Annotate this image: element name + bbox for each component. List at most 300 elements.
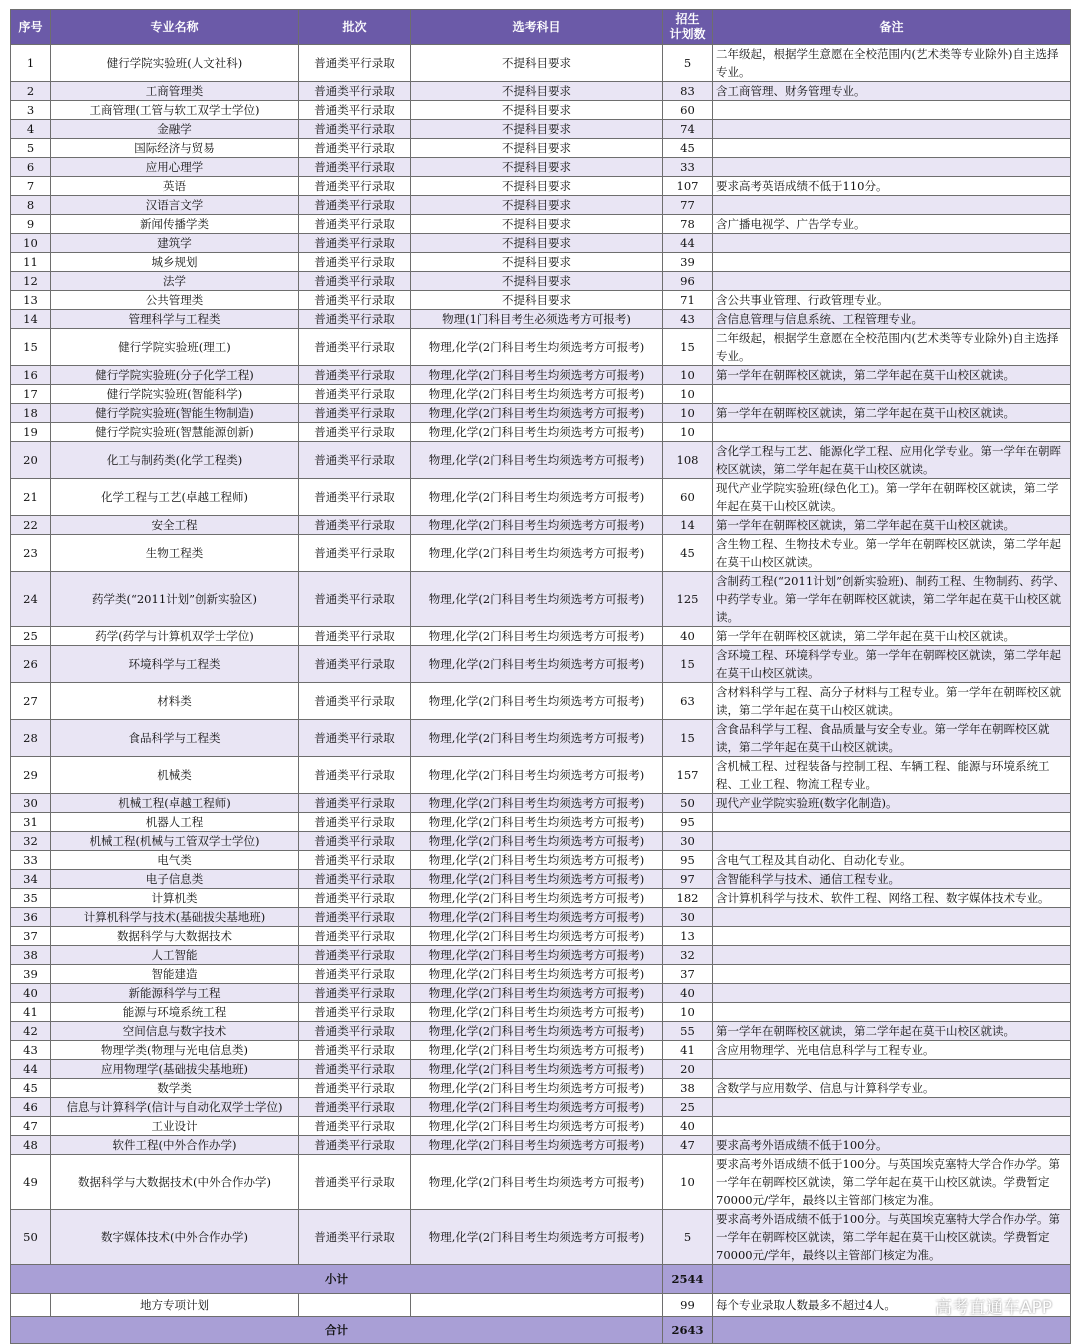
table-row bbox=[11, 572, 1071, 627]
row-plan-count: 15 bbox=[663, 720, 713, 757]
table-row bbox=[11, 1136, 1071, 1155]
row-remark: 现代产业学院实验班(绿色化工)。第一学年在朝晖校区就读，第二学年起在莫干山校区就读。 bbox=[713, 479, 1071, 516]
row-subjects: 物理,化学(2门科目考生均须选考方可报考) bbox=[411, 927, 663, 946]
table-row bbox=[11, 139, 1071, 158]
row-plan-count: 5 bbox=[663, 1210, 713, 1265]
row-remark: 含智能科学与技术、通信工程专业。 bbox=[713, 870, 1071, 889]
row-remark: 第一学年在朝晖校区就读，第二学年起在莫干山校区就读。 bbox=[713, 516, 1071, 535]
row-batch: 普通类平行录取 bbox=[299, 1022, 411, 1041]
row-remark: 要求高考英语成绩不低于110分。 bbox=[713, 177, 1071, 196]
table-row bbox=[11, 927, 1071, 946]
row-plan-count: 15 bbox=[663, 329, 713, 366]
row-major: 数据科学与大数据技术 bbox=[51, 927, 299, 946]
row-batch: 普通类平行录取 bbox=[299, 45, 411, 82]
row-major: 英语 bbox=[51, 177, 299, 196]
row-batch: 普通类平行录取 bbox=[299, 870, 411, 889]
row-batch: 普通类平行录取 bbox=[299, 984, 411, 1003]
row-plan-count: 14 bbox=[663, 516, 713, 535]
row-remark bbox=[713, 927, 1071, 946]
row-index: 3 bbox=[11, 101, 51, 120]
row-major: 计算机类 bbox=[51, 889, 299, 908]
row-major: 信息与计算科学(信计与自动化双学士学位) bbox=[51, 1098, 299, 1117]
table-row bbox=[11, 1155, 1071, 1210]
table-row bbox=[11, 423, 1071, 442]
row-index: 43 bbox=[11, 1041, 51, 1060]
row-remark bbox=[713, 965, 1071, 984]
row-remark bbox=[713, 1060, 1071, 1079]
row-plan-count: 47 bbox=[663, 1136, 713, 1155]
row-subjects: 物理,化学(2门科目考生均须选考方可报考) bbox=[411, 572, 663, 627]
row-major: 电气类 bbox=[51, 851, 299, 870]
row-subjects: 不提科目要求 bbox=[411, 253, 663, 272]
row-batch: 普通类平行录取 bbox=[299, 851, 411, 870]
table-row bbox=[11, 479, 1071, 516]
row-index: 37 bbox=[11, 927, 51, 946]
row-plan-count: 107 bbox=[663, 177, 713, 196]
row-plan-count: 10 bbox=[663, 366, 713, 385]
table-row bbox=[11, 1117, 1071, 1136]
row-index: 11 bbox=[11, 253, 51, 272]
local-plan-value: 99 bbox=[663, 1294, 713, 1317]
row-batch: 普通类平行录取 bbox=[299, 1041, 411, 1060]
row-index: 27 bbox=[11, 683, 51, 720]
table-row bbox=[11, 158, 1071, 177]
row-index: 4 bbox=[11, 120, 51, 139]
row-index: 10 bbox=[11, 234, 51, 253]
row-plan-count: 45 bbox=[663, 139, 713, 158]
row-major: 生物工程类 bbox=[51, 535, 299, 572]
row-subjects: 不提科目要求 bbox=[411, 215, 663, 234]
row-major: 公共管理类 bbox=[51, 291, 299, 310]
row-batch: 普通类平行录取 bbox=[299, 646, 411, 683]
table-row bbox=[11, 627, 1071, 646]
row-major: 物理学类(物理与光电信息类) bbox=[51, 1041, 299, 1060]
table-row bbox=[11, 1210, 1071, 1265]
row-plan-count: 40 bbox=[663, 1117, 713, 1136]
row-subjects: 物理,化学(2门科目考生均须选考方可报考) bbox=[411, 813, 663, 832]
row-batch: 普通类平行录取 bbox=[299, 423, 411, 442]
row-index: 36 bbox=[11, 908, 51, 927]
row-index: 26 bbox=[11, 646, 51, 683]
local-plan-batch bbox=[299, 1294, 411, 1317]
row-plan-count: 63 bbox=[663, 683, 713, 720]
row-batch: 普通类平行录取 bbox=[299, 1060, 411, 1079]
local-plan-note: 每个专业录取人数最多不超过4人。 bbox=[713, 1294, 1071, 1317]
row-batch: 普通类平行录取 bbox=[299, 720, 411, 757]
header-batch: 批次 bbox=[299, 10, 411, 45]
row-major: 药学类(“2011计划”创新实验区) bbox=[51, 572, 299, 627]
row-major: 健行学院实验班(人文社科) bbox=[51, 45, 299, 82]
row-remark bbox=[713, 1117, 1071, 1136]
row-subjects: 物理,化学(2门科目考生均须选考方可报考) bbox=[411, 757, 663, 794]
row-subjects: 物理,化学(2门科目考生均须选考方可报考) bbox=[411, 535, 663, 572]
row-remark bbox=[713, 1003, 1071, 1022]
row-batch: 普通类平行录取 bbox=[299, 794, 411, 813]
table-row bbox=[11, 1060, 1071, 1079]
row-subjects: 不提科目要求 bbox=[411, 120, 663, 139]
row-major: 健行学院实验班(分子化学工程) bbox=[51, 366, 299, 385]
row-major: 健行学院实验班(智慧能源创新) bbox=[51, 423, 299, 442]
row-batch: 普通类平行录取 bbox=[299, 1079, 411, 1098]
row-index: 30 bbox=[11, 794, 51, 813]
row-subjects: 物理,化学(2门科目考生均须选考方可报考) bbox=[411, 385, 663, 404]
row-major: 法学 bbox=[51, 272, 299, 291]
row-major: 工业设计 bbox=[51, 1117, 299, 1136]
row-plan-count: 40 bbox=[663, 984, 713, 1003]
row-subjects: 物理,化学(2门科目考生均须选考方可报考) bbox=[411, 366, 663, 385]
local-plan-index bbox=[11, 1294, 51, 1317]
row-remark: 要求高考外语成绩不低于100分。 bbox=[713, 1136, 1071, 1155]
row-plan-count: 20 bbox=[663, 1060, 713, 1079]
row-plan-count: 40 bbox=[663, 627, 713, 646]
row-batch: 普通类平行录取 bbox=[299, 442, 411, 479]
row-major: 数学类 bbox=[51, 1079, 299, 1098]
row-plan-count: 78 bbox=[663, 215, 713, 234]
row-index: 6 bbox=[11, 158, 51, 177]
row-batch: 普通类平行录取 bbox=[299, 158, 411, 177]
row-remark: 含广播电视学、广告学专业。 bbox=[713, 215, 1071, 234]
row-index: 21 bbox=[11, 479, 51, 516]
row-index: 42 bbox=[11, 1022, 51, 1041]
row-remark bbox=[713, 1098, 1071, 1117]
row-index: 35 bbox=[11, 889, 51, 908]
row-batch: 普通类平行录取 bbox=[299, 1098, 411, 1117]
row-index: 34 bbox=[11, 870, 51, 889]
table-row bbox=[11, 234, 1071, 253]
row-remark: 含电气工程及其自动化、自动化专业。 bbox=[713, 851, 1071, 870]
row-subjects: 物理,化学(2门科目考生均须选考方可报考) bbox=[411, 720, 663, 757]
row-major: 健行学院实验班(智能科学) bbox=[51, 385, 299, 404]
row-plan-count: 97 bbox=[663, 870, 713, 889]
row-subjects: 物理,化学(2门科目考生均须选考方可报考) bbox=[411, 627, 663, 646]
row-batch: 普通类平行录取 bbox=[299, 757, 411, 794]
row-plan-count: 96 bbox=[663, 272, 713, 291]
row-remark: 第一学年在朝晖校区就读，第二学年起在莫干山校区就读。 bbox=[713, 1022, 1071, 1041]
table-row bbox=[11, 794, 1071, 813]
table-row bbox=[11, 404, 1071, 423]
row-batch: 普通类平行录取 bbox=[299, 120, 411, 139]
row-subjects: 不提科目要求 bbox=[411, 272, 663, 291]
row-remark: 含制药工程(“2011计划”创新实验班)、制药工程、生物制药、药学、中药学专业。第一学年在朝晖校区就读，第二学年起在莫干山校区就读。 bbox=[713, 572, 1071, 627]
row-major: 应用心理学 bbox=[51, 158, 299, 177]
row-subjects: 不提科目要求 bbox=[411, 101, 663, 120]
row-index: 2 bbox=[11, 82, 51, 101]
row-major: 药学(药学与计算机双学士学位) bbox=[51, 627, 299, 646]
row-subjects: 不提科目要求 bbox=[411, 291, 663, 310]
row-plan-count: 60 bbox=[663, 101, 713, 120]
row-index: 25 bbox=[11, 627, 51, 646]
table-header-row bbox=[11, 10, 1071, 45]
row-subjects: 不提科目要求 bbox=[411, 234, 663, 253]
row-remark: 二年级起，根据学生意愿在全校范围内(艺术类等专业除外)自主选择专业。 bbox=[713, 329, 1071, 366]
row-major: 机械类 bbox=[51, 757, 299, 794]
table-row bbox=[11, 946, 1071, 965]
row-remark bbox=[713, 423, 1071, 442]
row-plan-count: 10 bbox=[663, 385, 713, 404]
row-plan-count: 10 bbox=[663, 423, 713, 442]
table-row bbox=[11, 385, 1071, 404]
row-plan-count: 108 bbox=[663, 442, 713, 479]
row-remark: 含材料科学与工程、高分子材料与工程专业。第一学年在朝晖校区就读，第二学年起在莫干山校区就读。 bbox=[713, 683, 1071, 720]
row-major: 汉语言文学 bbox=[51, 196, 299, 215]
row-plan-count: 182 bbox=[663, 889, 713, 908]
row-batch: 普通类平行录取 bbox=[299, 572, 411, 627]
subtotal-remark bbox=[713, 1265, 1071, 1294]
row-major: 机械工程(机械与工管双学士学位) bbox=[51, 832, 299, 851]
row-subjects: 物理,化学(2门科目考生均须选考方可报考) bbox=[411, 794, 663, 813]
table-row bbox=[11, 272, 1071, 291]
row-remark bbox=[713, 196, 1071, 215]
subtotal-row bbox=[11, 1265, 1071, 1294]
header-subjects: 选考科目 bbox=[411, 10, 663, 45]
row-remark: 含应用物理学、光电信息科学与工程专业。 bbox=[713, 1041, 1071, 1060]
row-remark: 含机械工程、过程装备与控制工程、车辆工程、能源与环境系统工程、工业工程、物流工程专业。 bbox=[713, 757, 1071, 794]
row-major: 健行学院实验班(智能生物制造) bbox=[51, 404, 299, 423]
row-remark: 含食品科学与工程、食品质量与安全专业。第一学年在朝晖校区就读，第二学年起在莫干山校区就读。 bbox=[713, 720, 1071, 757]
row-index: 28 bbox=[11, 720, 51, 757]
row-plan-count: 41 bbox=[663, 1041, 713, 1060]
row-major: 材料类 bbox=[51, 683, 299, 720]
table-row bbox=[11, 889, 1071, 908]
row-batch: 普通类平行录取 bbox=[299, 479, 411, 516]
row-batch: 普通类平行录取 bbox=[299, 366, 411, 385]
row-index: 1 bbox=[11, 45, 51, 82]
row-remark bbox=[713, 272, 1071, 291]
table-row bbox=[11, 215, 1071, 234]
row-plan-count: 71 bbox=[663, 291, 713, 310]
row-index: 32 bbox=[11, 832, 51, 851]
row-subjects: 物理,化学(2门科目考生均须选考方可报考) bbox=[411, 1041, 663, 1060]
row-subjects: 物理,化学(2门科目考生均须选考方可报考) bbox=[411, 442, 663, 479]
table-row bbox=[11, 366, 1071, 385]
total-remark bbox=[713, 1317, 1071, 1344]
row-plan-count: 43 bbox=[663, 310, 713, 329]
row-remark: 含公共事业管理、行政管理专业。 bbox=[713, 291, 1071, 310]
enrollment-plan-table bbox=[10, 9, 1071, 1344]
row-plan-count: 37 bbox=[663, 965, 713, 984]
table-row bbox=[11, 813, 1071, 832]
row-remark bbox=[713, 158, 1071, 177]
row-major: 环境科学与工程类 bbox=[51, 646, 299, 683]
row-index: 13 bbox=[11, 291, 51, 310]
row-batch: 普通类平行录取 bbox=[299, 329, 411, 366]
row-subjects: 物理,化学(2门科目考生均须选考方可报考) bbox=[411, 832, 663, 851]
row-batch: 普通类平行录取 bbox=[299, 889, 411, 908]
table-row bbox=[11, 196, 1071, 215]
row-subjects: 物理,化学(2门科目考生均须选考方可报考) bbox=[411, 1210, 663, 1265]
row-subjects: 物理(1门科目考生必须选考方可报考) bbox=[411, 310, 663, 329]
row-major: 建筑学 bbox=[51, 234, 299, 253]
row-index: 40 bbox=[11, 984, 51, 1003]
header-major: 专业名称 bbox=[51, 10, 299, 45]
row-major: 化工与制药类(化学工程类) bbox=[51, 442, 299, 479]
row-batch: 普通类平行录取 bbox=[299, 1210, 411, 1265]
row-major: 机械工程(卓越工程师) bbox=[51, 794, 299, 813]
row-index: 5 bbox=[11, 139, 51, 158]
row-index: 49 bbox=[11, 1155, 51, 1210]
row-remark: 含计算机科学与技术、软件工程、网络工程、数字媒体技术专业。 bbox=[713, 889, 1071, 908]
row-remark: 第一学年在朝晖校区就读，第二学年起在莫干山校区就读。 bbox=[713, 404, 1071, 423]
row-major: 软件工程(中外合作办学) bbox=[51, 1136, 299, 1155]
row-index: 39 bbox=[11, 965, 51, 984]
table-row bbox=[11, 965, 1071, 984]
table-row bbox=[11, 1079, 1071, 1098]
row-major: 智能建造 bbox=[51, 965, 299, 984]
header-index: 序号 bbox=[11, 10, 51, 45]
row-plan-count: 10 bbox=[663, 1155, 713, 1210]
row-major: 新闻传播学类 bbox=[51, 215, 299, 234]
row-major: 工商管理类 bbox=[51, 82, 299, 101]
row-index: 19 bbox=[11, 423, 51, 442]
row-plan-count: 45 bbox=[663, 535, 713, 572]
row-major: 国际经济与贸易 bbox=[51, 139, 299, 158]
row-subjects: 物理,化学(2门科目考生均须选考方可报考) bbox=[411, 908, 663, 927]
row-index: 12 bbox=[11, 272, 51, 291]
row-major: 健行学院实验班(理工) bbox=[51, 329, 299, 366]
row-batch: 普通类平行录取 bbox=[299, 101, 411, 120]
table-row bbox=[11, 870, 1071, 889]
row-plan-count: 15 bbox=[663, 646, 713, 683]
row-batch: 普通类平行录取 bbox=[299, 310, 411, 329]
row-subjects: 不提科目要求 bbox=[411, 139, 663, 158]
table-row bbox=[11, 757, 1071, 794]
row-remark bbox=[713, 385, 1071, 404]
total-value: 2643 bbox=[663, 1317, 713, 1344]
row-batch: 普通类平行录取 bbox=[299, 535, 411, 572]
table-row bbox=[11, 535, 1071, 572]
table-row bbox=[11, 442, 1071, 479]
row-index: 38 bbox=[11, 946, 51, 965]
row-subjects: 物理,化学(2门科目考生均须选考方可报考) bbox=[411, 889, 663, 908]
row-batch: 普通类平行录取 bbox=[299, 1155, 411, 1210]
row-remark: 含环境工程、环境科学专业。第一学年在朝晖校区就读，第二学年起在莫干山校区就读。 bbox=[713, 646, 1071, 683]
table-row bbox=[11, 120, 1071, 139]
row-subjects: 物理,化学(2门科目考生均须选考方可报考) bbox=[411, 851, 663, 870]
row-batch: 普通类平行录取 bbox=[299, 965, 411, 984]
row-batch: 普通类平行录取 bbox=[299, 927, 411, 946]
row-plan-count: 5 bbox=[663, 45, 713, 82]
row-batch: 普通类平行录取 bbox=[299, 1117, 411, 1136]
row-major: 机器人工程 bbox=[51, 813, 299, 832]
row-remark: 二年级起，根据学生意愿在全校范围内(艺术类等专业除外)自主选择专业。 bbox=[713, 45, 1071, 82]
row-index: 48 bbox=[11, 1136, 51, 1155]
row-plan-count: 30 bbox=[663, 908, 713, 927]
row-major: 化学工程与工艺(卓越工程师) bbox=[51, 479, 299, 516]
table-row bbox=[11, 82, 1071, 101]
table-row bbox=[11, 310, 1071, 329]
row-subjects: 物理,化学(2门科目考生均须选考方可报考) bbox=[411, 1117, 663, 1136]
row-plan-count: 55 bbox=[663, 1022, 713, 1041]
row-batch: 普通类平行录取 bbox=[299, 404, 411, 423]
row-index: 20 bbox=[11, 442, 51, 479]
row-subjects: 物理,化学(2门科目考生均须选考方可报考) bbox=[411, 1003, 663, 1022]
row-subjects: 物理,化学(2门科目考生均须选考方可报考) bbox=[411, 516, 663, 535]
table-row bbox=[11, 1098, 1071, 1117]
table-row bbox=[11, 984, 1071, 1003]
row-batch: 普通类平行录取 bbox=[299, 82, 411, 101]
row-index: 8 bbox=[11, 196, 51, 215]
row-index: 46 bbox=[11, 1098, 51, 1117]
row-index: 41 bbox=[11, 1003, 51, 1022]
row-remark bbox=[713, 946, 1071, 965]
row-index: 23 bbox=[11, 535, 51, 572]
row-remark: 含生物工程、生物技术专业。第一学年在朝晖校区就读，第二学年起在莫干山校区就读。 bbox=[713, 535, 1071, 572]
row-plan-count: 77 bbox=[663, 196, 713, 215]
subtotal-value: 2544 bbox=[663, 1265, 713, 1294]
row-batch: 普通类平行录取 bbox=[299, 1136, 411, 1155]
row-subjects: 不提科目要求 bbox=[411, 82, 663, 101]
row-plan-count: 74 bbox=[663, 120, 713, 139]
row-plan-count: 95 bbox=[663, 851, 713, 870]
row-remark: 现代产业学院实验班(数字化制造)。 bbox=[713, 794, 1071, 813]
row-remark: 含信息管理与信息系统、工程管理专业。 bbox=[713, 310, 1071, 329]
row-plan-count: 32 bbox=[663, 946, 713, 965]
row-plan-count: 39 bbox=[663, 253, 713, 272]
row-plan-count: 125 bbox=[663, 572, 713, 627]
row-batch: 普通类平行录取 bbox=[299, 946, 411, 965]
row-subjects: 物理,化学(2门科目考生均须选考方可报考) bbox=[411, 965, 663, 984]
local-plan-row bbox=[11, 1294, 1071, 1317]
row-major: 人工智能 bbox=[51, 946, 299, 965]
row-subjects: 物理,化学(2门科目考生均须选考方可报考) bbox=[411, 646, 663, 683]
row-remark bbox=[713, 908, 1071, 927]
row-batch: 普通类平行录取 bbox=[299, 177, 411, 196]
row-index: 16 bbox=[11, 366, 51, 385]
table-row bbox=[11, 329, 1071, 366]
table-row bbox=[11, 516, 1071, 535]
row-batch: 普通类平行录取 bbox=[299, 908, 411, 927]
table-row bbox=[11, 1022, 1071, 1041]
subtotal-label: 小计 bbox=[11, 1265, 663, 1294]
row-major: 空间信息与数字技术 bbox=[51, 1022, 299, 1041]
row-plan-count: 30 bbox=[663, 832, 713, 851]
row-batch: 普通类平行录取 bbox=[299, 234, 411, 253]
row-remark: 第一学年在朝晖校区就读，第二学年起在莫干山校区就读。 bbox=[713, 366, 1071, 385]
row-remark bbox=[713, 120, 1071, 139]
row-remark bbox=[713, 832, 1071, 851]
table-row bbox=[11, 832, 1071, 851]
total-label: 合计 bbox=[11, 1317, 663, 1344]
row-remark: 含工商管理、财务管理专业。 bbox=[713, 82, 1071, 101]
row-remark: 要求高考外语成绩不低于100分。与英国埃克塞特大学合作办学。第一学年在朝晖校区就读，第二学年起在莫干山校区就读。学费暂定70000元/学年，最终以主管部门核定为准。 bbox=[713, 1210, 1071, 1265]
row-batch: 普通类平行录取 bbox=[299, 253, 411, 272]
row-plan-count: 33 bbox=[663, 158, 713, 177]
row-subjects: 物理,化学(2门科目考生均须选考方可报考) bbox=[411, 1022, 663, 1041]
row-subjects: 物理,化学(2门科目考生均须选考方可报考) bbox=[411, 1060, 663, 1079]
row-index: 44 bbox=[11, 1060, 51, 1079]
watermark-text: 高考直通车APP bbox=[934, 1298, 1052, 1318]
row-plan-count: 38 bbox=[663, 1079, 713, 1098]
row-batch: 普通类平行录取 bbox=[299, 196, 411, 215]
row-subjects: 物理,化学(2门科目考生均须选考方可报考) bbox=[411, 329, 663, 366]
row-major: 金融学 bbox=[51, 120, 299, 139]
total-row bbox=[11, 1317, 1071, 1344]
row-subjects: 物理,化学(2门科目考生均须选考方可报考) bbox=[411, 1079, 663, 1098]
row-major: 城乡规划 bbox=[51, 253, 299, 272]
row-index: 45 bbox=[11, 1079, 51, 1098]
row-batch: 普通类平行录取 bbox=[299, 291, 411, 310]
row-index: 7 bbox=[11, 177, 51, 196]
row-remark bbox=[713, 101, 1071, 120]
row-major: 新能源科学与工程 bbox=[51, 984, 299, 1003]
table-row bbox=[11, 45, 1071, 82]
row-batch: 普通类平行录取 bbox=[299, 385, 411, 404]
row-subjects: 物理,化学(2门科目考生均须选考方可报考) bbox=[411, 423, 663, 442]
row-subjects: 物理,化学(2门科目考生均须选考方可报考) bbox=[411, 870, 663, 889]
row-index: 17 bbox=[11, 385, 51, 404]
table-row bbox=[11, 683, 1071, 720]
row-major: 管理科学与工程类 bbox=[51, 310, 299, 329]
